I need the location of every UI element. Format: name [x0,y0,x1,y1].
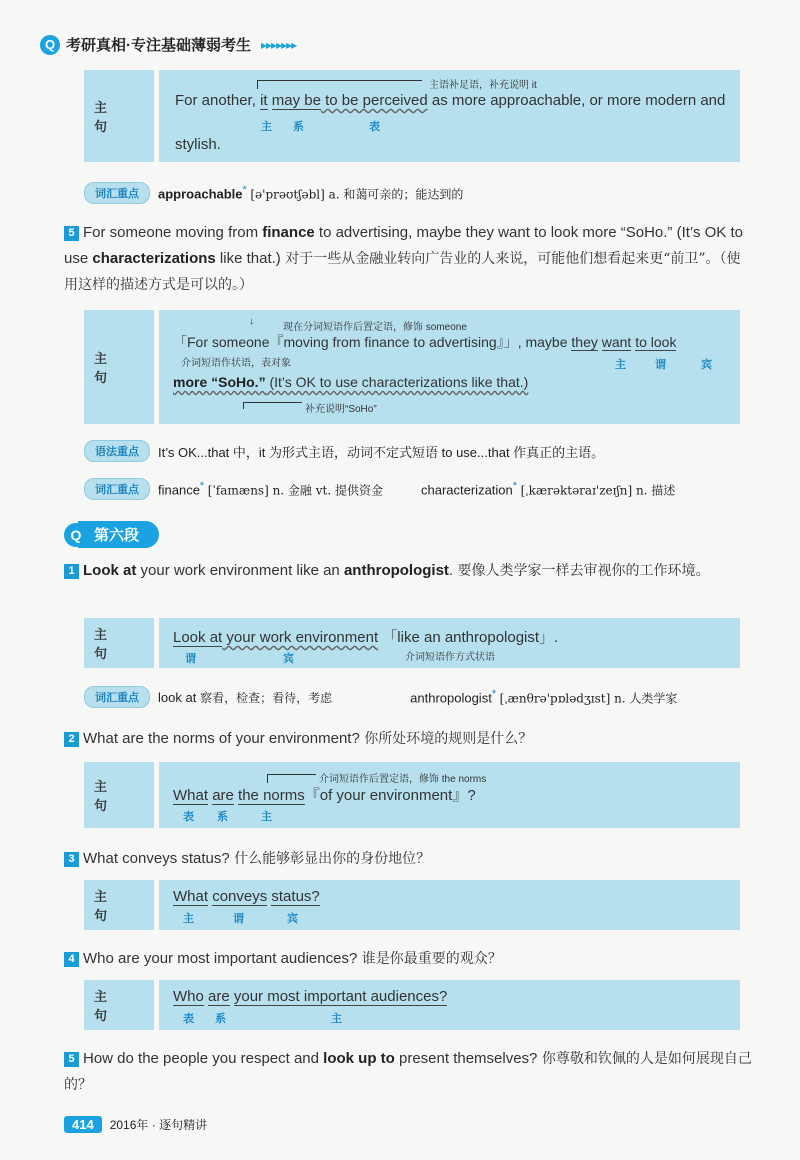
grammar-note: 语法重点 It’s OK...that 中，it 为形式主语，动词不定式短语 to use...that 作真正的主语。 [84,440,604,462]
sentence-line: Look at your work environment 「like an anthropologist」. [173,629,559,646]
role-link: 系 [215,1013,226,1025]
annotation: 介词短语作后置定语，修饰 the norms [319,774,487,785]
role-link: 系 [217,811,228,823]
sentence-analysis-box-5 [84,880,740,930]
sentence-analysis-box-4 [84,762,740,828]
role-predicative: 表 [183,811,194,823]
page-header [40,34,296,55]
vocab-note: 词汇重点 approachable* [ə'prəʊtʃəbl] a. 和蔼可亲的；能达到的 [84,182,463,204]
annotation: 介词短语作方式状语 [405,652,495,663]
box-label: 主 句 [84,980,154,1030]
p6-sentence-1: 1 Look at your work environment like an anthropologist. 要像人类学家一样去审视你的工作环境。 [64,558,754,584]
sentence-line: 「For someone『moving from finance to advertising』」, maybe they want to look [173,334,677,350]
box-label: 主 句 [84,310,154,424]
sentence-line: What conveys status? [173,888,320,905]
vocab-note: 词汇重点 look at 察看，检查；看待，考虑 anthropologist* [ˌænθrə'pɒlədʒɪst] n. 人类学家 [84,686,677,708]
box-label: 主 句 [84,70,154,162]
p6-sentence-2: 2 What are the norms of your environment? 你所处环境的规则是什么？ [64,726,754,752]
vocab-tag: 词汇重点 [84,182,150,204]
search-q-icon: Q [64,523,88,547]
box-label: 主 句 [84,762,154,828]
annotation: 补充说明“SoHo” [305,404,377,415]
role-predicative: 表 [369,121,380,133]
role-subject: 主 [615,359,626,371]
sentence-analysis-box-3 [84,618,740,668]
sentence-5: 5 For someone moving from finance to advertising, maybe they want to look more “SoHo.” (It’s OK to use characterizations like that.) 对于一些从金融业转向广告业的人来说，可能他们想看起来更“前卫”。（使用这样的描述方式是可以的。） [64,224,743,293]
role-subject: 主 [183,913,194,925]
grammar-tag: 语法重点 [84,440,150,462]
role-predicative: 表 [183,1013,194,1025]
search-q-icon: Q [40,35,60,55]
role-subject: 主 [331,1013,342,1025]
vocab-tag: 词汇重点 [84,686,150,708]
sentence-line: What are the norms『of your environment』? [173,787,476,804]
box-label: 主 句 [84,618,154,668]
role-object: 宾 [283,653,294,665]
annotation: 主语补足语，补充说明 it [429,80,537,91]
role-verb: 谓 [233,913,244,925]
annotation: 介词短语作状语，表对象 [181,358,291,369]
vocab-tag: 词汇重点 [84,478,150,500]
p6-sentence-5: 5 How do the people you respect and look up to present themselves? 你尊敬和钦佩的人是如何展现自己的？ [64,1050,752,1093]
role-link: 系 [293,121,304,133]
sentence-analysis-box-1 [84,70,740,162]
footer-text: 2016年 · 逐句精讲 [109,1118,208,1132]
section-title: Q 第六段 [64,521,159,548]
vocab-note: 词汇重点 finance* [ˈfaɪnæns] n. 金融 vt. 提供资金 characterization* [ˌkærəktəraɪ'zeɪʃn] n. 描述 [84,478,675,500]
role-object: 宾 [287,913,298,925]
sentence-line: stylish. [175,136,221,153]
role-subject: 主 [261,811,272,823]
page-footer [64,1116,207,1133]
box-label: 主 句 [84,880,154,930]
header-title: 考研真相·专注基础薄弱考生 [66,37,251,54]
header-arrows: ▸▸▸▸▸▸▸ [261,37,297,52]
p6-sentence-4: 4 Who are your most important audiences? 谁是你最重要的观众？ [64,946,754,972]
page-number: 414 [64,1116,102,1133]
sentence-line: more “SoHo.” (It’s OK to use characterizations like that.) [173,374,529,390]
p6-sentence-3: 3 What conveys status? 什么能够彰显出你的身份地位？ [64,846,754,872]
role-verb: 谓 [655,359,666,371]
role-subject: 主 [261,121,272,133]
sentence-line: For another, it may be to be perceived as more approachable, or more modern and [175,92,726,109]
annotation: 现在分词短语作后置定语，修饰 someone [283,322,467,333]
sentence-analysis-box-2: 主 句 ↓ 现在分词短语作后置定语，修饰 someone 「For someone『moving from finance to advertising』」, maybe they want to look 介词短语作状语，表对象 主 谓 宾 more “SoHo.” (It’s OK to use characterizations like that.) 补充说明“SoHo” [84,310,740,424]
role-verb: 谓 [185,653,196,665]
role-object: 宾 [701,359,712,371]
sentence-line: Who are your most important audiences? [173,988,448,1005]
sentence-analysis-box-6 [84,980,740,1030]
